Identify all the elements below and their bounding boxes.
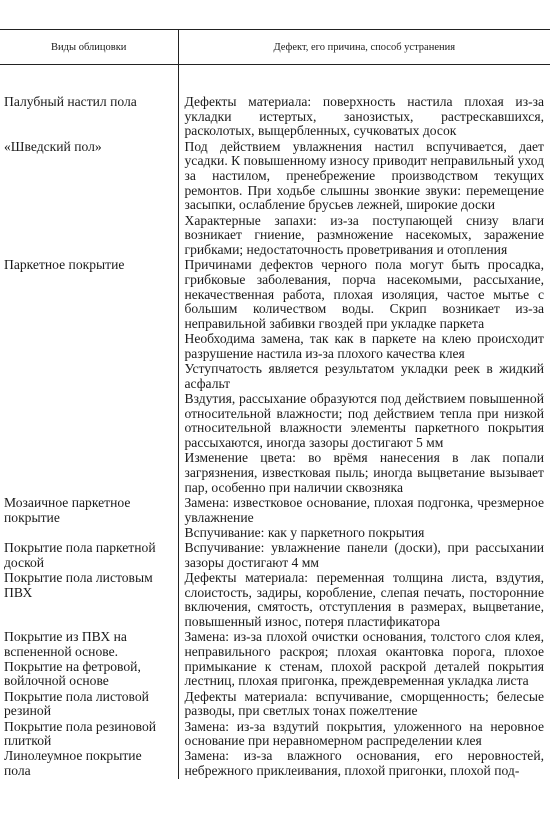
surface-type-cell <box>0 258 178 496</box>
defect-paragraph: Вспучивание: как у паркетного покрытия <box>184 524 425 540</box>
table-header-row <box>0 30 550 65</box>
defect-description-cell <box>178 541 550 571</box>
table-row <box>0 749 550 779</box>
surface-type-name: Покрытие пола паркетной доской <box>4 540 156 570</box>
table-row <box>0 140 550 259</box>
surface-type-name: Паркетное покрытие <box>4 257 125 273</box>
defect-paragraph: Вспучивание: увлажнение панели (доски), при рассыхании зазоры достигают 4 мм <box>184 540 544 570</box>
defect-paragraph: Причинами дефектов черного пола могут быть просадка, грибковые заболевания, порча насекомыми, рассыхание, некачественная работа, плохая изоляция, частое мытье с большим количеством воды. Скрип возникает из-за неправильной забивки гвоздей при укладке паркета <box>184 257 544 332</box>
table-row <box>0 95 550 140</box>
table-row <box>0 541 550 571</box>
table-row <box>0 690 550 720</box>
surface-type-cell <box>0 630 178 689</box>
defect-description-cell <box>178 690 550 720</box>
defect-paragraph: Замена: из-за влажного основания, его неровностей, небрежного приклеивания, плохой пригонки, плохой под- <box>184 748 544 779</box>
defect-description-cell <box>178 258 550 496</box>
defect-description-cell <box>178 720 550 750</box>
defect-paragraph: Характерные запахи: из-за поступающей снизу влаги возникает гниение, размножение насекомых, заражение грибками; недостаточность проветривания и отопления <box>184 212 544 258</box>
column-header-defects: Дефект, его причина, способ устранения <box>178 30 550 65</box>
table-body <box>0 65 550 780</box>
defect-paragraph: Необходима замена, так как в паркете на клею происходит разрушение настила из-за плохого качества клея <box>184 331 544 361</box>
surface-type-cell <box>0 571 178 630</box>
surface-type-cell <box>0 749 178 779</box>
surface-type-cell <box>0 496 178 541</box>
defects-table <box>0 29 550 779</box>
table-row <box>0 630 550 689</box>
surface-type-cell <box>0 690 178 720</box>
defect-description-cell <box>178 749 550 779</box>
surface-type-name: Мозаичное паркетное покрытие <box>4 494 131 525</box>
defect-paragraph: Замена: известковое основание, плохая подгонка, чрезмерное увлажнение <box>184 494 544 525</box>
defect-description-cell <box>178 630 550 689</box>
surface-type-name: «Шведский пол» <box>4 138 102 154</box>
header-spacer <box>0 65 550 96</box>
defect-paragraph: Вздутия, рассыхание образуются под действием повышенной относительной влажности; под действием тепла при низкой относительной влажности элементы паркетного покрытия рассыхаются, иногда зазоры достигают 5 мм <box>184 391 544 451</box>
surface-type-name: Покрытие из ПВХ на вспененной основе. Покрытие на фетровой, войлочной основе <box>4 629 141 689</box>
defect-paragraph: Замена: из-за вздутий покрытия, уложенного на неровное основание при неравномерном распределении клея <box>184 718 544 749</box>
defect-paragraph: Под действием увлажнения настил вспучивается, дает усадки. К повышенному износу приводит неправильный уход за настилом, пренебрежение производством текущих ремонтов. При ходьбе слышны звонкие звуки: перемещение засыпки, ослабление брусьев лежней, широкие доски <box>184 138 544 213</box>
defect-description-cell <box>178 140 550 259</box>
surface-type-cell <box>0 541 178 571</box>
surface-type-name: Линолеумное покрытие пола <box>4 748 142 779</box>
defect-paragraph: Дефекты материала: переменная толщина листа, вздутия, слоистость, задиры, коробление, слепая печать, посторонние включения, смятость, отступления в размерах, выцветание, повышенный износ, потеря пластификатора <box>184 570 544 630</box>
defect-paragraph: Дефекты материала: вспучивание, сморщенность; белесые разводы, при светлых тонах пожелтение <box>184 688 544 719</box>
surface-type-cell <box>0 720 178 750</box>
defect-paragraph: Изменение цвета: во врёмя нанесения в лак попали загрязнения, известковая пыль; иногда выцветание вызывает пар, особенно при наличии сквозняка <box>184 450 544 495</box>
surface-type-name: Покрытие пола листовым ПВХ <box>4 570 153 600</box>
table-row <box>0 258 550 496</box>
defect-paragraph: Замена: из-за плохой очистки основания, толстого слоя клея, неправильного раскроя; плохая окантовка порога, плохое примыкание к стенам, плохой раскрой деталей покрытия лестниц, плохая пригонка, преждевременная укладка листа <box>184 629 544 689</box>
defect-description-cell <box>178 95 550 140</box>
surface-type-cell <box>0 95 178 140</box>
defect-paragraph: Дефекты материала: поверхность настила плохая из-за укладки истертых, занозистых, растрескавшихся, расколотых, выщербленных, сучковатых досок <box>184 94 544 139</box>
surface-type-name: Палубный настил пола <box>4 94 137 109</box>
column-header-types: Виды облицовки <box>0 30 178 65</box>
surface-type-cell <box>0 140 178 259</box>
table-row <box>0 496 550 541</box>
surface-type-name: Покрытие пола листовой резиной <box>4 688 149 719</box>
surface-type-name: Покрытие пола резиновой плиткой <box>4 718 157 749</box>
defect-paragraph: Уступчатость является результатом укладки реек в жидкий асфальт <box>184 361 544 391</box>
defect-description-cell <box>178 571 550 630</box>
table-row <box>0 571 550 630</box>
table-row <box>0 720 550 750</box>
defect-description-cell <box>178 496 550 541</box>
